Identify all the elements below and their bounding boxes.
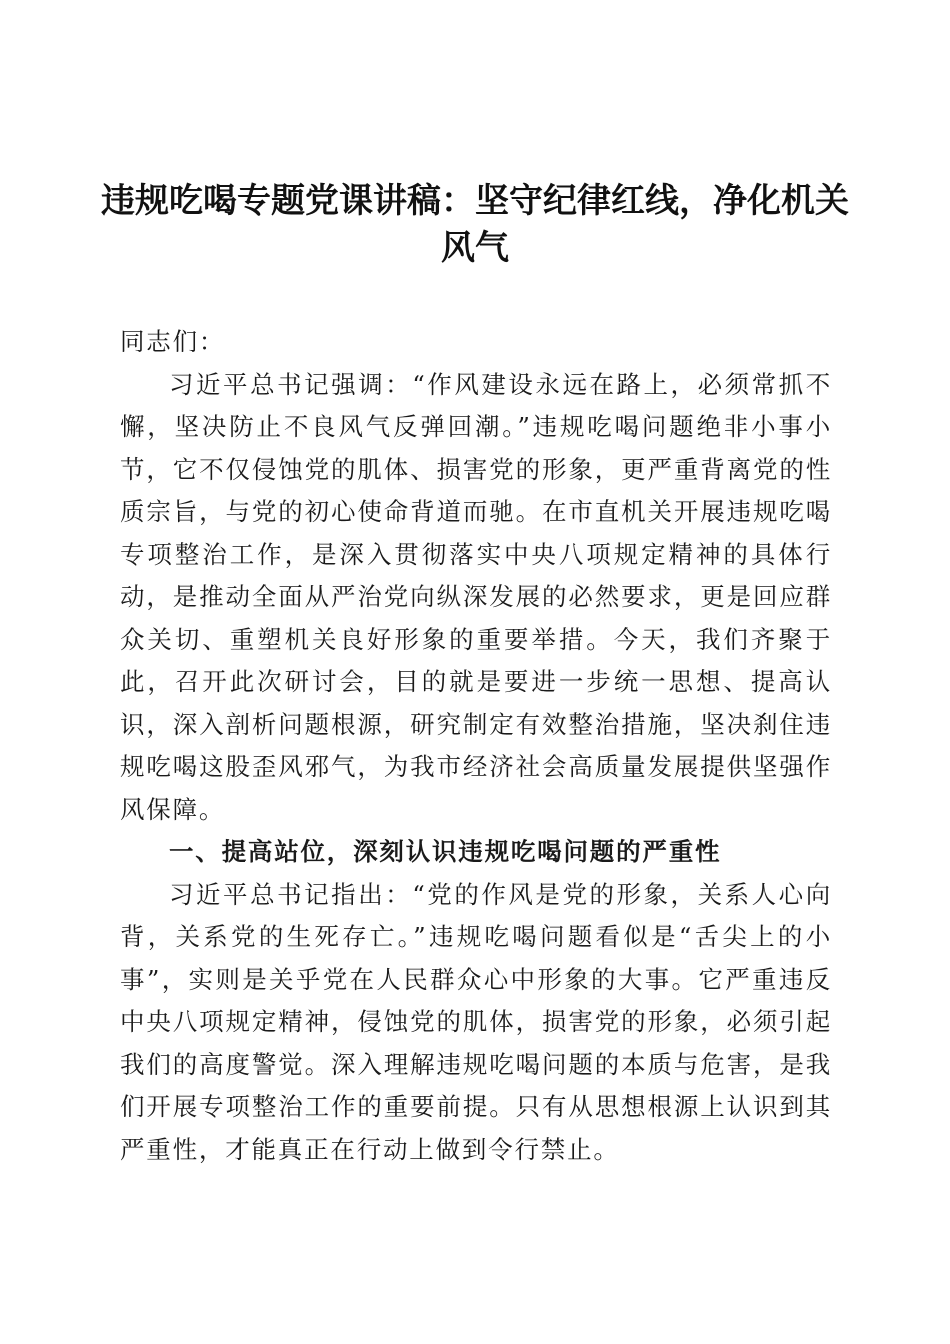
document-title: 违规吃喝专题党课讲稿：坚守纪律红线，净化机关风气 [101, 181, 849, 268]
document-body [120, 321, 832, 1171]
intro-paragraph: 习近平总书记强调：“作风建设永远在路上，必须常抓不懈，坚决防止不良风气反弹回潮。”违规吃喝问题绝非小事小节，它不仅侵蚀党的肌体、损害党的形象，更严重背离党的性质宗旨，与党的初心使命背道而驰。在市直机关开展违规吃喝专项整治工作，是深入贯彻落实中央八项规定精神的具体行动，是推动全面从严治党向纵深发展的必然要求，更是回应群众关切、重塑机关良好形象的重要举措。今天，我们齐聚于此，召开此次研讨会，目的就是要进一步统一思想、提高认识，深入剖析问题根源，研究制定有效整治措施，坚决刹住违规吃喝这股歪风邪气，为我市经济社会高质量发展提供坚强作风保障。 [120, 369, 832, 824]
section-heading-1: 一、提高站位，深刻认识违规吃喝问题的严重性 [169, 837, 722, 866]
greeting: 同志们： [120, 327, 226, 356]
section-paragraph-1: 习近平总书记指出：“党的作风是党的形象，关系人心向背，关系党的生死存亡。”违规吃喝问题看似是“舌尖上的小事”，实则是关乎党在人民群众心中形象的大事。它严重违反中央八项规定精神，侵蚀党的肌体，损害党的形象，必须引起我们的高度警觉。深入理解违规吃喝问题的本质与危害，是我们开展专项整治工作的重要前提。只有从思想根源上认识到其严重性，才能真正在行动上做到令行禁止。 [120, 879, 832, 1164]
